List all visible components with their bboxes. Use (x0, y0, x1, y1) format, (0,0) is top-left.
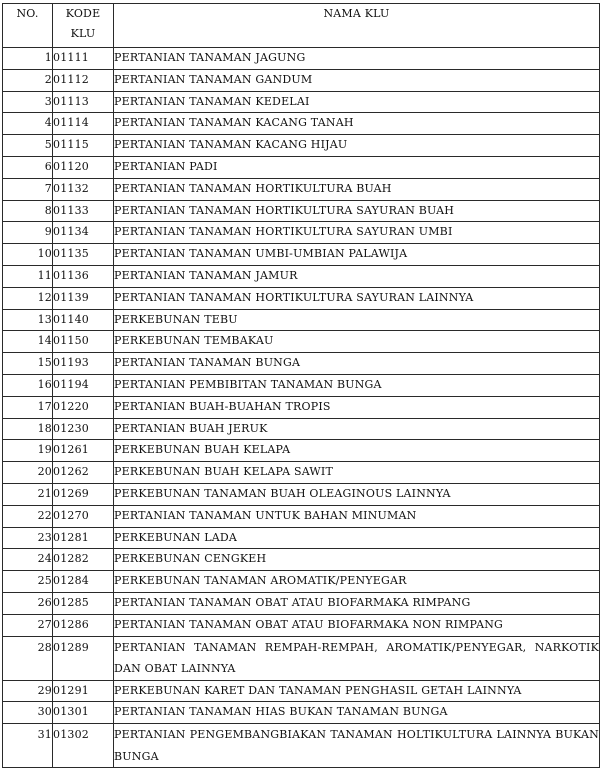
nama-klu-cell: PERKEBUNAN BUAH KELAPA (114, 440, 600, 462)
table-row (3, 265, 600, 287)
nama-klu-cell: PERTANIAN TANAMAN JAGUNG (114, 48, 600, 70)
nama-klu-cell: PERTANIAN PENGEMBANGBIAKAN TANAMAN HOLTIKULTURA LAINNYA BUKAN BUNGA (114, 724, 600, 768)
table-body (3, 48, 600, 768)
kode-klu-cell: 01135 (53, 244, 114, 266)
table-row (3, 549, 600, 571)
kode-klu-cell: 01140 (53, 309, 114, 331)
kode-klu-cell: 01150 (53, 331, 114, 353)
table-row (3, 396, 600, 418)
table-row (3, 680, 600, 702)
nama-klu-cell: PERTANIAN PADI (114, 156, 600, 178)
table-row (3, 702, 600, 724)
table-row (3, 178, 600, 200)
row-number: 18 (3, 418, 53, 440)
kode-klu-cell: 01281 (53, 527, 114, 549)
header-nama-klu: NAMA KLU (114, 4, 600, 48)
table-row (3, 418, 600, 440)
table-row (3, 69, 600, 91)
row-number: 26 (3, 592, 53, 614)
nama-klu-cell: PERTANIAN TANAMAN UNTUK BAHAN MINUMAN (114, 505, 600, 527)
kode-klu-cell: 01111 (53, 48, 114, 70)
row-number: 29 (3, 680, 53, 702)
row-number: 21 (3, 483, 53, 505)
nama-klu-cell: PERTANIAN TANAMAN OBAT ATAU BIOFARMAKA RIMPANG (114, 592, 600, 614)
kode-klu-cell: 01270 (53, 505, 114, 527)
kode-klu-cell: 01114 (53, 113, 114, 135)
table-row (3, 592, 600, 614)
kode-klu-cell: 01269 (53, 483, 114, 505)
kode-klu-cell: 01282 (53, 549, 114, 571)
row-number: 9 (3, 222, 53, 244)
table-row (3, 374, 600, 396)
row-number: 2 (3, 69, 53, 91)
kode-klu-cell: 01112 (53, 69, 114, 91)
table-row (3, 309, 600, 331)
row-number: 11 (3, 265, 53, 287)
nama-klu-cell: PERTANIAN TANAMAN BUNGA (114, 353, 600, 375)
nama-klu-cell: PERKEBUNAN TANAMAN BUAH OLEAGINOUS LAINNYA (114, 483, 600, 505)
table-row (3, 200, 600, 222)
nama-klu-cell: PERTANIAN TANAMAN HORTIKULTURA BUAH (114, 178, 600, 200)
table-row (3, 48, 600, 70)
row-number: 10 (3, 244, 53, 266)
table-row (3, 527, 600, 549)
row-number: 8 (3, 200, 53, 222)
table-row (3, 462, 600, 484)
kode-klu-cell: 01302 (53, 724, 114, 768)
nama-klu-cell: PERTANIAN BUAH-BUAHAN TROPIS (114, 396, 600, 418)
row-number: 19 (3, 440, 53, 462)
table-row (3, 135, 600, 157)
table-row (3, 91, 600, 113)
nama-klu-cell: PERKEBUNAN CENGKEH (114, 549, 600, 571)
nama-klu-cell: PERTANIAN TANAMAN KACANG TANAH (114, 113, 600, 135)
nama-klu-cell: PERTANIAN TANAMAN OBAT ATAU BIOFARMAKA NON RIMPANG (114, 614, 600, 636)
nama-klu-cell: PERTANIAN PEMBIBITAN TANAMAN BUNGA (114, 374, 600, 396)
table-row (3, 483, 600, 505)
row-number: 1 (3, 48, 53, 70)
header-kode-klu (53, 4, 114, 48)
kode-klu-cell: 01262 (53, 462, 114, 484)
row-number: 20 (3, 462, 53, 484)
table-row (3, 331, 600, 353)
row-number: 13 (3, 309, 53, 331)
kode-klu-cell: 01285 (53, 592, 114, 614)
nama-klu-cell: PERTANIAN BUAH JERUK (114, 418, 600, 440)
table-row (3, 353, 600, 375)
kode-klu-cell: 01113 (53, 91, 114, 113)
kode-klu-cell: 01120 (53, 156, 114, 178)
nama-klu-cell: PERTANIAN TANAMAN KACANG HIJAU (114, 135, 600, 157)
kode-klu-cell: 01301 (53, 702, 114, 724)
nama-klu-cell: PERTANIAN TANAMAN KEDELAI (114, 91, 600, 113)
kode-klu-cell: 01132 (53, 178, 114, 200)
table-row (3, 156, 600, 178)
table-header-row (3, 4, 600, 48)
header-kode-line1: KODE (65, 7, 101, 20)
row-number: 30 (3, 702, 53, 724)
row-number: 12 (3, 287, 53, 309)
row-number: 31 (3, 724, 53, 768)
nama-klu-cell: PERTANIAN TANAMAN REMPAH-REMPAH, AROMATIK/PENYEGAR, NARKOTIK DAN OBAT LAINNYA (114, 636, 600, 680)
header-kode-line2: KLU (70, 27, 96, 40)
table-row (3, 244, 600, 266)
row-number: 7 (3, 178, 53, 200)
nama-klu-cell: PERTANIAN TANAMAN JAMUR (114, 265, 600, 287)
row-number: 4 (3, 113, 53, 135)
nama-klu-cell: PERKEBUNAN TANAMAN AROMATIK/PENYEGAR (114, 571, 600, 593)
table-row (3, 636, 600, 680)
row-number: 3 (3, 91, 53, 113)
kode-klu-cell: 01291 (53, 680, 114, 702)
table-row (3, 724, 600, 768)
table-row (3, 614, 600, 636)
nama-klu-cell: PERTANIAN TANAMAN HORTIKULTURA SAYURAN LAINNYA (114, 287, 600, 309)
table-row (3, 113, 600, 135)
row-number: 6 (3, 156, 53, 178)
nama-klu-cell: PERTANIAN TANAMAN HORTIKULTURA SAYURAN UMBI (114, 222, 600, 244)
nama-klu-cell: PERTANIAN TANAMAN UMBI-UMBIAN PALAWIJA (114, 244, 600, 266)
table-row (3, 222, 600, 244)
nama-klu-cell: PERKEBUNAN BUAH KELAPA SAWIT (114, 462, 600, 484)
kode-klu-cell: 01220 (53, 396, 114, 418)
kode-klu-cell: 01230 (53, 418, 114, 440)
kode-klu-cell: 01193 (53, 353, 114, 375)
row-number: 24 (3, 549, 53, 571)
row-number: 27 (3, 614, 53, 636)
nama-klu-cell: PERTANIAN TANAMAN HORTIKULTURA SAYURAN BUAH (114, 200, 600, 222)
table-row (3, 571, 600, 593)
row-number: 5 (3, 135, 53, 157)
nama-klu-cell: PERKEBUNAN TEBU (114, 309, 600, 331)
kode-klu-cell: 01134 (53, 222, 114, 244)
table-row (3, 440, 600, 462)
nama-klu-cell: PERKEBUNAN KARET DAN TANAMAN PENGHASIL GETAH LAINNYA (114, 680, 600, 702)
nama-klu-cell: PERKEBUNAN TEMBAKAU (114, 331, 600, 353)
row-number: 28 (3, 636, 53, 680)
kode-klu-cell: 01139 (53, 287, 114, 309)
kode-klu-cell: 01261 (53, 440, 114, 462)
table-row (3, 287, 600, 309)
nama-klu-cell: PERTANIAN TANAMAN GANDUM (114, 69, 600, 91)
kode-klu-cell: 01133 (53, 200, 114, 222)
row-number: 17 (3, 396, 53, 418)
row-number: 22 (3, 505, 53, 527)
row-number: 23 (3, 527, 53, 549)
row-number: 15 (3, 353, 53, 375)
kode-klu-cell: 01115 (53, 135, 114, 157)
kode-klu-cell: 01286 (53, 614, 114, 636)
row-number: 25 (3, 571, 53, 593)
kode-klu-cell: 01289 (53, 636, 114, 680)
row-number: 14 (3, 331, 53, 353)
klu-table (2, 3, 600, 768)
header-no: NO. (3, 4, 53, 48)
kode-klu-cell: 01284 (53, 571, 114, 593)
table-row (3, 505, 600, 527)
kode-klu-cell: 01194 (53, 374, 114, 396)
nama-klu-cell: PERTANIAN TANAMAN HIAS BUKAN TANAMAN BUNGA (114, 702, 600, 724)
kode-klu-cell: 01136 (53, 265, 114, 287)
row-number: 16 (3, 374, 53, 396)
nama-klu-cell: PERKEBUNAN LADA (114, 527, 600, 549)
